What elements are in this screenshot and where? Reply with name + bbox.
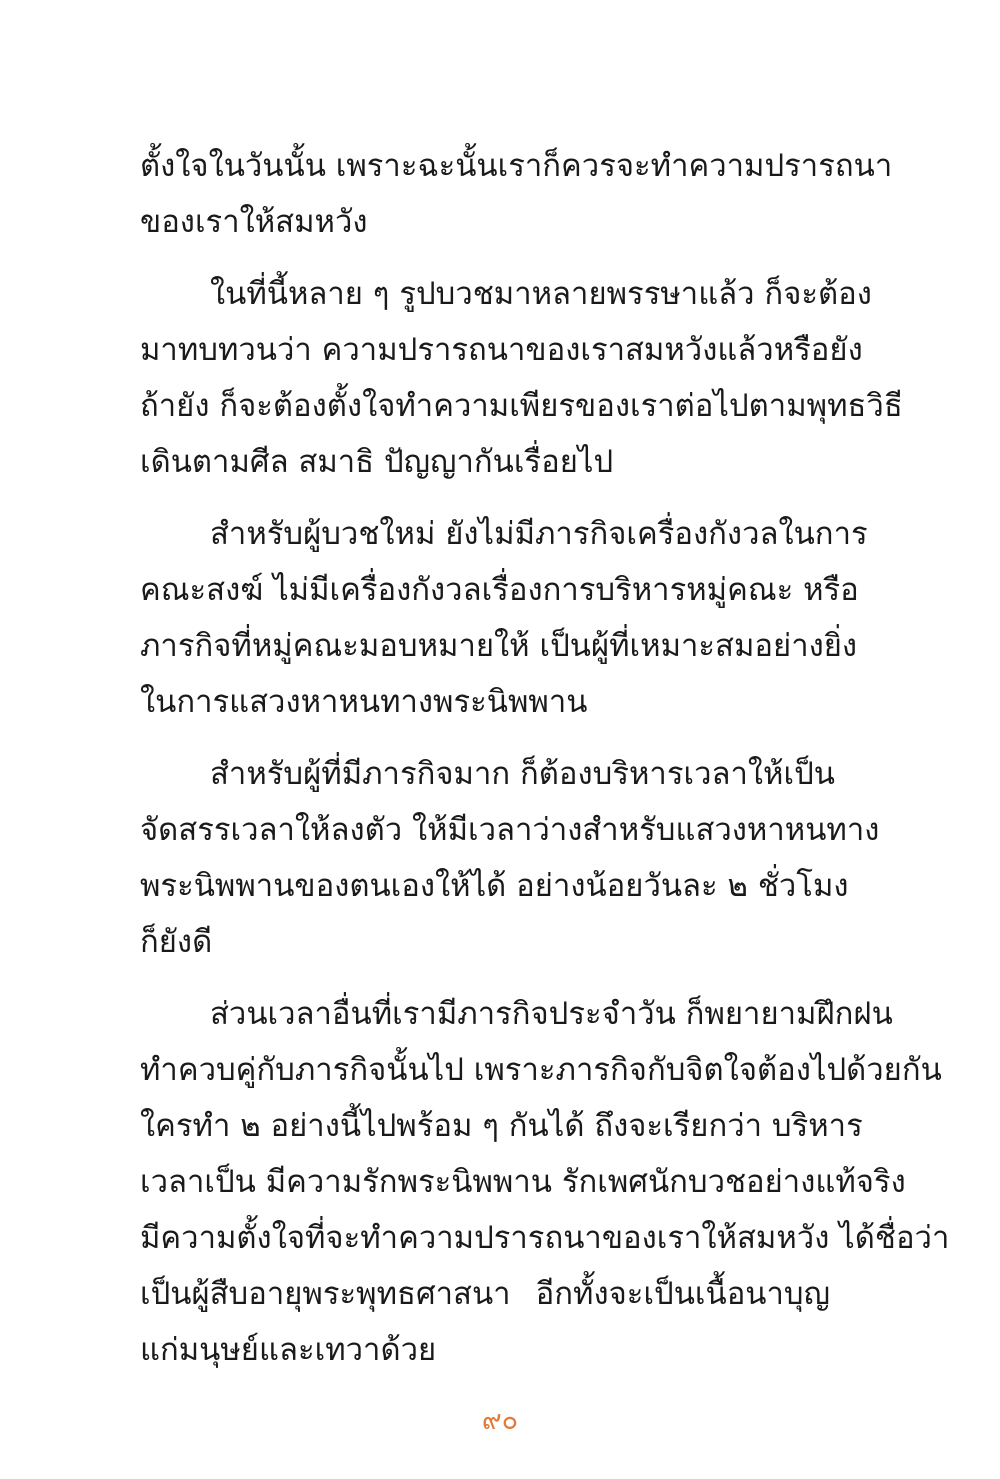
paragraph-2 (140, 266, 903, 490)
text-line: ตั้งใจในวันนั้น เพราะฉะนั้นเราก็ควรจะทำความปรารถนา (140, 148, 893, 184)
text-line: สำหรับผู้บวชใหม่ ยังไม่มีภารกิจเครื่องกังวลในการ (210, 516, 868, 552)
text-line: จัดสรรเวลาให้ลงตัว ให้มีเวลาว่างสำหรับแสวงหาหนทาง (140, 812, 880, 848)
text-line: แก่มนุษย์และเทวาด้วย (140, 1332, 437, 1368)
text-line: เดินตามศีล สมาธิ ปัญญากันเรื่อยไป (140, 444, 614, 480)
text-line: เวลาเป็น มีความรักพระนิพพาน รักเพศนักบวชอย่างแท้จริง (140, 1164, 906, 1200)
paragraph-5 (140, 986, 950, 1378)
paragraph-1 (140, 138, 893, 250)
text-line: มีความตั้งใจที่จะทำความปรารถนาของเราให้สมหวัง ได้ชื่อว่า (140, 1220, 950, 1256)
text-line: พระนิพพานของตนเองให้ได้ อย่างน้อยวันละ ๒ ชั่วโมง (140, 868, 849, 904)
text-line: ถ้ายัง ก็จะต้องตั้งใจทำความเพียรของเราต่อไปตามพุทธวิธี (140, 388, 903, 424)
text-line: เป็นผู้สืบอายุพระพุทธศาสนา อีกทั้งจะเป็นเนื้อนาบุญ (140, 1276, 830, 1312)
body-text (140, 138, 950, 1394)
paragraph-3 (140, 506, 868, 730)
text-line: ส่วนเวลาอื่นที่เรามีภารกิจประจำวัน ก็พยายามฝึกฝน (210, 996, 893, 1032)
text-line: ของเราให้สมหวัง (140, 204, 368, 240)
text-line: ภารกิจที่หมู่คณะมอบหมายให้ เป็นผู้ที่เหมาะสมอย่างยิ่ง (140, 628, 858, 664)
text-line: ในการแสวงหาหนทางพระนิพพาน (140, 684, 588, 720)
text-line: ก็ยังดี (140, 924, 213, 960)
page-number: ๙๐ (481, 1405, 519, 1436)
text-line: สำหรับผู้ที่มีภารกิจมาก ก็ต้องบริหารเวลาให้เป็น (210, 756, 835, 792)
text-line: มาทบทวนว่า ความปรารถนาของเราสมหวังแล้วหรือยัง (140, 332, 863, 368)
text-line: คณะสงฆ์ ไม่มีเครื่องกังวลเรื่องการบริหารหมู่คณะ หรือ (140, 572, 859, 608)
text-line: ทำควบคู่กับภารกิจนั้นไป เพราะภารกิจกับจิตใจต้องไปด้วยกัน (140, 1052, 942, 1088)
paragraph-4 (140, 746, 880, 970)
text-line: ในที่นี้หลาย ๆ รูปบวชมาหลายพรรษาแล้ว ก็จะต้อง (210, 276, 872, 312)
text-line: ใครทำ ๒ อย่างนี้ไปพร้อม ๆ กันได้ ถึงจะเรียกว่า บริหาร (140, 1108, 863, 1144)
